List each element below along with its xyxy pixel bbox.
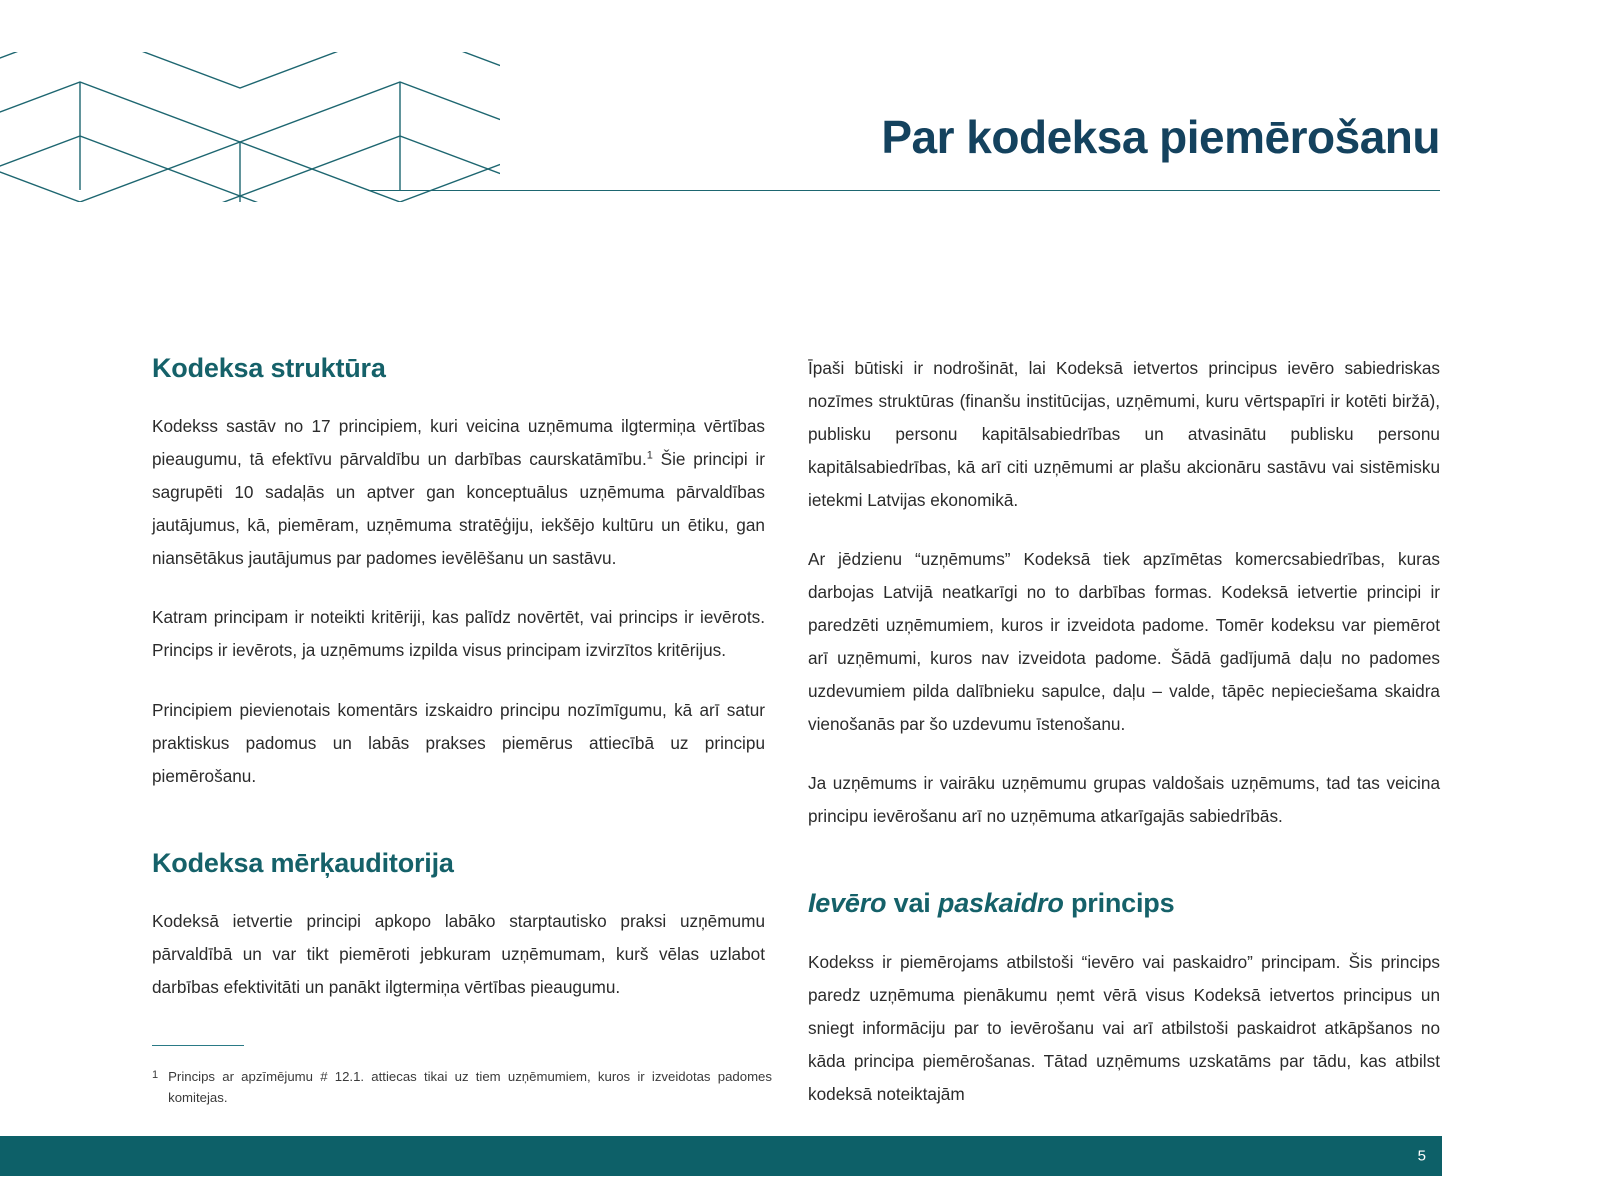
footnote-text: Princips ar apzīmējumu # 12.1. attiecas tikai uz tiem uzņēmumiem, kuros ir izveidotas padomes komitejas. bbox=[168, 1069, 772, 1106]
paragraph-right-1: Īpaši būtiski ir nodrošināt, lai Kodeksā ietvertos principus ievēro sabiedriskas nozīmes struktūras (finanšu institūcijas, uzņēmumi, kuru vērtspapīri ir kotēti biržā), publisku personu kapitālsabiedrības un atvasinātu publisku personu kapitālsabiedrības, kā arī citi uzņēmumi ar plašu akcionāru sastāvu vai sistēmisku ietekmi Latvijas ekonomikā. bbox=[808, 358, 1440, 511]
footnote-reference-1[interactable]: 1 bbox=[646, 449, 653, 462]
footnote-block bbox=[152, 1045, 772, 1109]
paragraph-struktura-3: Principiem pievienotais komentārs izskaidro principu nozīmīgumu, kā arī satur praktiskus padomus un labās prakses piemērus attiecībā uz principu piemērošanu. bbox=[152, 699, 765, 786]
heading-kodeksa-struktura: Kodeksa struktūra bbox=[152, 353, 386, 383]
footnote-body bbox=[152, 1066, 772, 1109]
paragraph-right-3: Ja uzņēmums ir vairāku uzņēmumu grupas valdošais uzņēmums, tad tas veicina principu ievērošanu arī no uzņēmuma atkarīgajās sabiedrībās. bbox=[808, 773, 1440, 827]
isometric-cube-line-pattern-icon bbox=[0, 52, 500, 202]
heading-part-paskaidro: paskaidro bbox=[937, 888, 1064, 919]
paragraph-struktura-1-text-a: Kodekss sastāv no 17 principiem, kuri veicina uzņēmuma ilgtermiņa vērtības pieaugumu, tā efektīvu pārvaldību un darbības caurskatāmību. bbox=[152, 416, 765, 470]
footnote-divider bbox=[152, 1045, 244, 1046]
heading-part-princips: princips bbox=[1063, 888, 1175, 919]
heading-part-ievero: Ievēro bbox=[808, 888, 887, 919]
paragraph-merkauditorija-1: Kodeksā ietvertie principi apkopo labāko starptautisko praksi uzņēmumu pārvaldībā un var tikt piemēroti jebkuram uzņēmumam, kurš vēlas uzlabot darbības efektivitāti un panākt ilgtermiņa vērtības pieaugumu. bbox=[152, 910, 765, 997]
page-number: 5 bbox=[1417, 1147, 1426, 1165]
left-column bbox=[152, 352, 765, 1004]
footnote-marker: 1 bbox=[152, 1069, 159, 1081]
paragraph-right-2: Ar jēdzienu “uzņēmums” Kodeksā tiek apzīmētas komercsabiedrības, kuras darbojas Latvijā neatkarīgi no to darbības formas. Kodeksā ietvertie principi ir paredzēti uzņēmumiem, kuros ir izveidota padome. Tomēr kodeksu var piemērot arī uzņēmumi, kuros nav izveidota padome. Šādā gadījumā daļu no padomes uzdevumiem pilda dalībnieku sapulce, daļu – valde, tāpēc nepieciešama skaidra vienošanās par šo uzdevumu īstenošanu. bbox=[808, 549, 1440, 735]
header-divider bbox=[368, 190, 1440, 191]
page-header bbox=[0, 0, 1600, 205]
page-title: Par kodeksa piemērošanu bbox=[881, 111, 1440, 163]
paragraph-struktura-2: Katram principam ir noteikti kritēriji, kas palīdz novērtēt, vai princips ir ievērots. Princips ir ievērots, ja uzņēmums izpilda visus principam izvirzītos kritērijus. bbox=[152, 607, 765, 661]
paragraph-struktura-1-text-b: Šie principi ir sagrupēti 10 sadaļās un aptver gan konceptuālus uzņēmuma pārvaldības jautājumus, kā, piemēram, uzņēmuma stratēģiju, iekšējo kultūru un ētiku, gan niansētākus jautājumus par padomes ievēlēšanu un sastāvu. bbox=[152, 449, 765, 569]
right-column bbox=[808, 352, 1440, 1111]
heading-part-vai: vai bbox=[886, 888, 938, 919]
heading-ievero-vai-paskaidro-princips bbox=[808, 887, 1440, 919]
paragraph-right-4: Kodekss ir piemērojams atbilstoši “ievēro vai paskaidro” principam. Šis princips paredz uzņēmuma pienākumu ņemt vērā visus Kodeksā ietvertos principus un sniegt informāciju par to ievērošanu vai arī atbilstoši paskaidrot atkāpšanos no kāda principa piemērošanas. Tātad uzņēmums uzskatāms par tādu, kas atbilst kodeksā noteiktajām bbox=[808, 951, 1440, 1104]
paragraph-struktura-1 bbox=[152, 410, 765, 575]
heading-kodeksa-merkauditorija: Kodeksa mērķauditorija bbox=[152, 847, 454, 878]
page-footer-bar bbox=[0, 1136, 1442, 1176]
